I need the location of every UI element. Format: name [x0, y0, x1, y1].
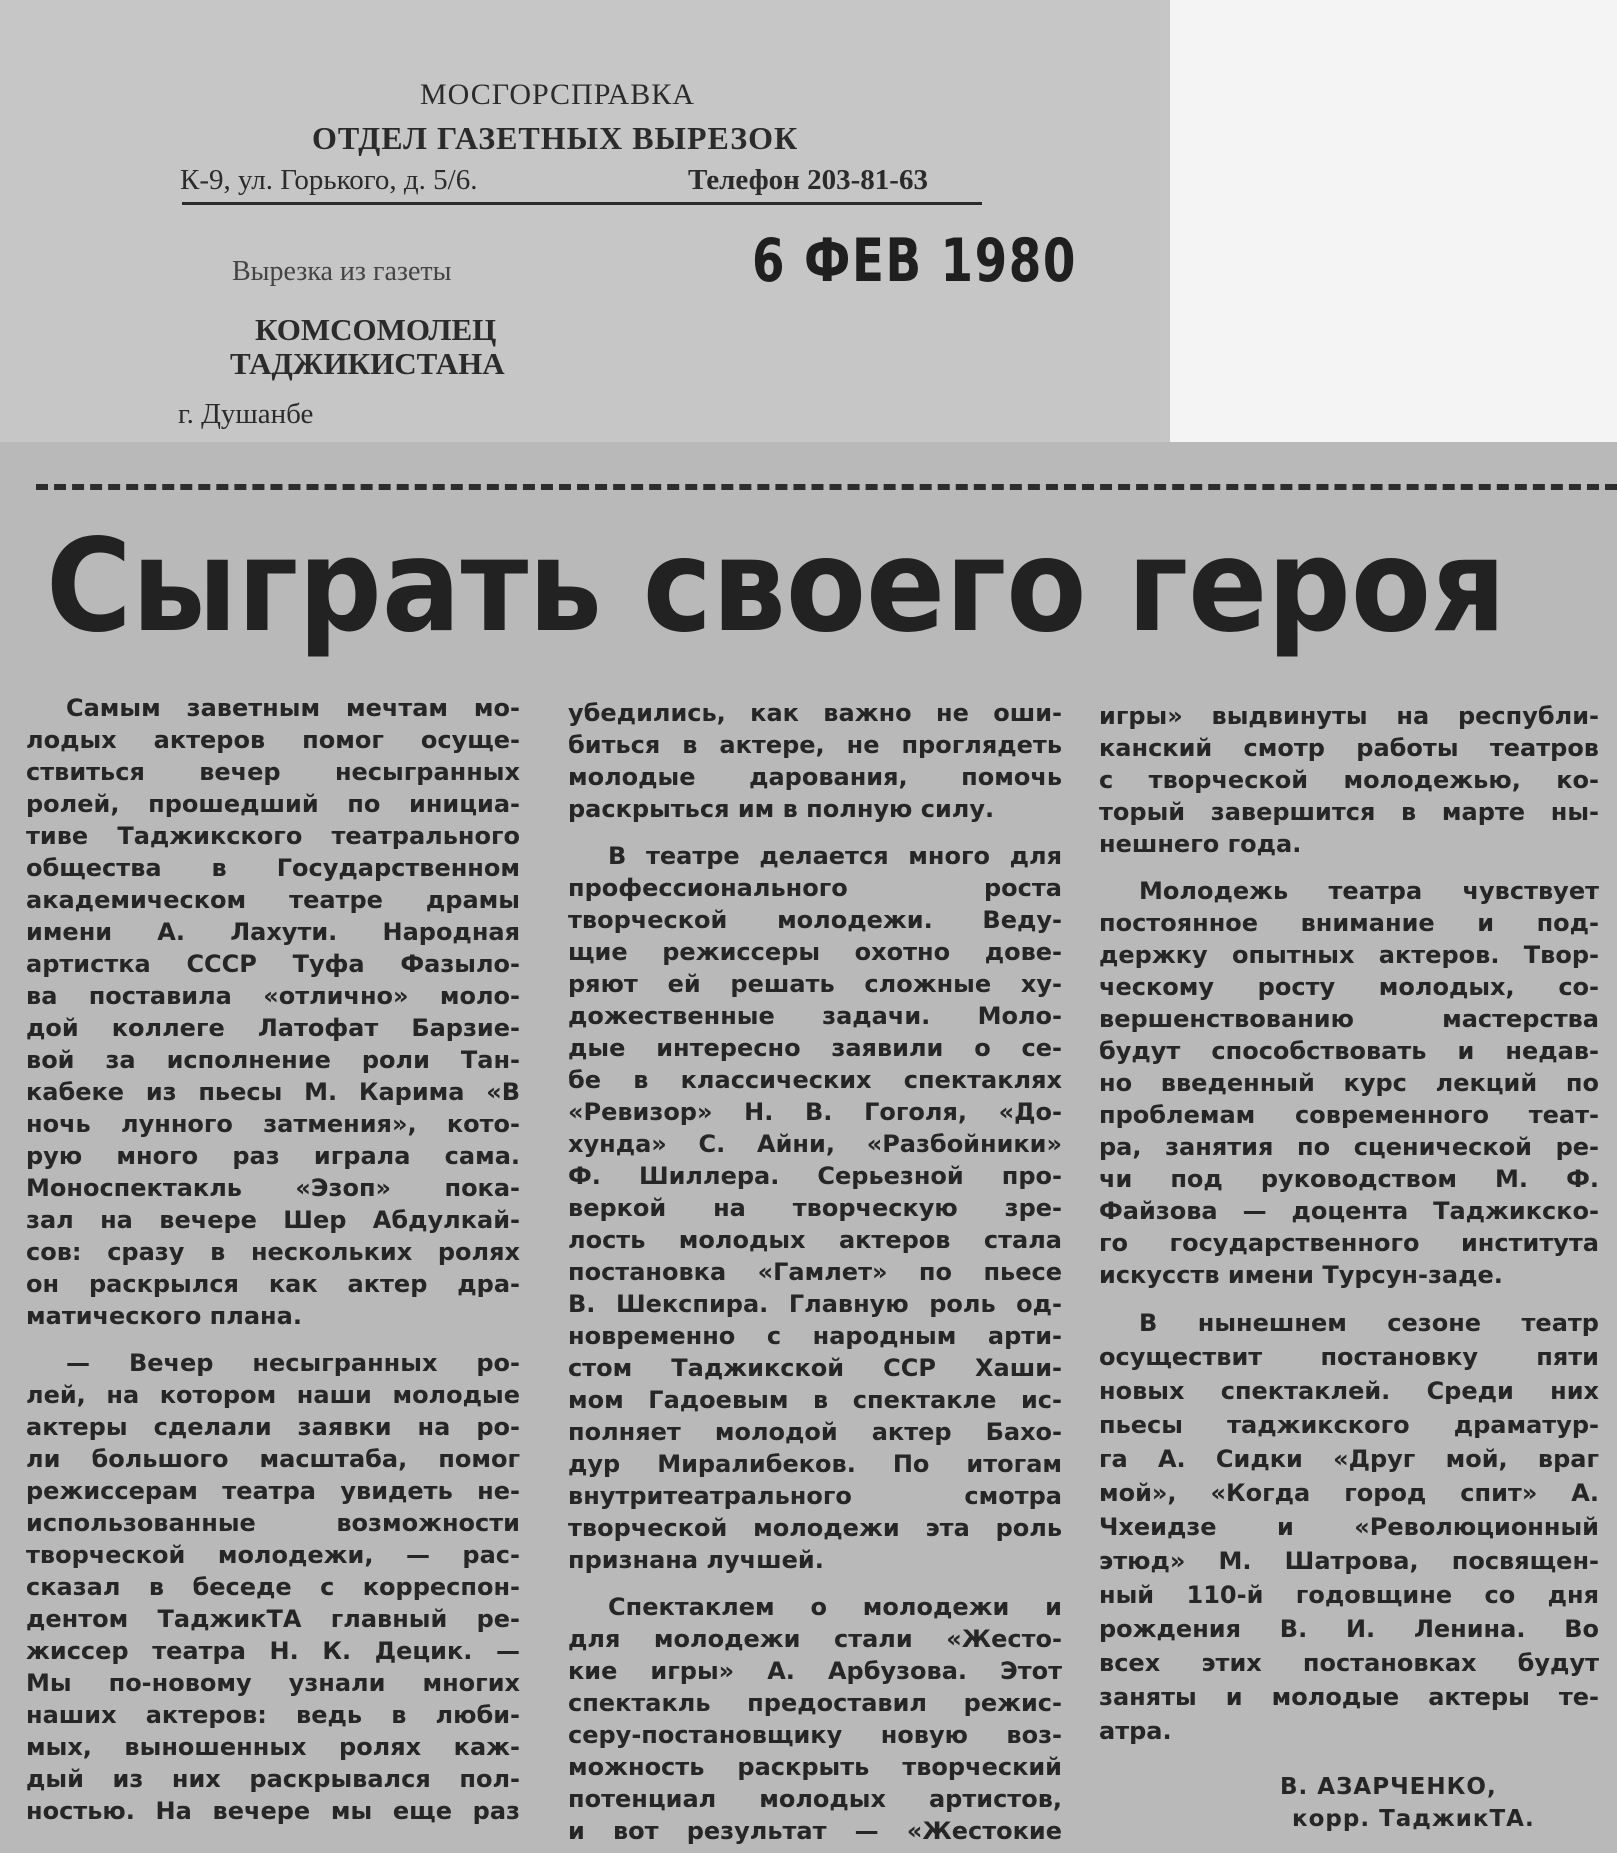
- text-line: творческой молодежи. Веду-: [568, 906, 1062, 934]
- background-area: [1170, 0, 1617, 450]
- city: г. Душанбе: [178, 398, 314, 430]
- text-line: мой», «Когда город спит» А.: [1099, 1479, 1599, 1507]
- text-line: постановка «Гамлет» по пьесе: [568, 1258, 1062, 1286]
- paragraph: [568, 840, 1062, 1576]
- text-line: «Ревизор» Н. В. Гоголя, «До-: [568, 1098, 1062, 1126]
- text-line: В. Шекспира. Главную роль од-: [568, 1290, 1062, 1318]
- text-line: артистка СССР Туфа Фазыло-: [26, 950, 520, 978]
- clipping-service-slip: [0, 0, 1170, 450]
- text-line: академическом театре драмы: [26, 886, 520, 914]
- text-line: осуществит постановку пяти: [1099, 1343, 1599, 1371]
- text-line: сказал в беседе с корреспон-: [26, 1573, 520, 1601]
- agency-name: МОСГОРСПРАВКА: [420, 78, 695, 111]
- text-line: серу-постановщику новую воз-: [568, 1721, 1062, 1749]
- text-line: ный 110-й годовщине со дня: [1099, 1581, 1599, 1609]
- text-line: этюд» М. Шатрова, посвящен-: [1099, 1547, 1599, 1575]
- paragraph: [1099, 1306, 1599, 1748]
- text-line: веркой на творческую зре-: [568, 1194, 1062, 1222]
- text-line: искусств имени Турсун-заде.: [1099, 1261, 1503, 1289]
- text-line: ческому росту молодых, со-: [1099, 973, 1599, 1001]
- text-line: всех этих постановках будут: [1099, 1649, 1599, 1677]
- header-rule: [182, 202, 982, 205]
- text-line: ролей, прошедший по инициа-: [26, 790, 520, 818]
- text-line: раскрыться им в полную силу.: [568, 795, 995, 823]
- text-line: тиве Таджикского театрального: [26, 822, 520, 850]
- paragraph: [568, 697, 1062, 825]
- text-line: га А. Сидки «Друг мой, враг: [1099, 1445, 1599, 1473]
- text-line: держку опытных актеров. Твор-: [1099, 941, 1599, 969]
- text-line: имени А. Лахути. Народная: [26, 918, 520, 946]
- text-line: будут способствовать и недав-: [1099, 1037, 1599, 1065]
- text-line: щие режиссеры охотно дове-: [568, 938, 1062, 966]
- text-line: новых спектаклей. Среди них: [1099, 1377, 1599, 1405]
- text-line: можность раскрыть творческий: [568, 1753, 1062, 1781]
- text-line: хунда» С. Айни, «Разбойники»: [568, 1130, 1062, 1158]
- text-line: молодые дарования, помочь: [568, 763, 1062, 791]
- text-line: дые интересно заявили о се-: [568, 1034, 1062, 1062]
- paragraph: [26, 692, 520, 1332]
- text-line: наших актеров: ведь в люби-: [26, 1701, 520, 1729]
- text-line: мом Гадоевым в спектакле ис-: [568, 1386, 1062, 1414]
- text-line: ночь лунного затмения», кото-: [26, 1110, 520, 1138]
- text-line: пьесы таджикского драматур-: [1099, 1411, 1599, 1439]
- text-line: торый завершится в марте ны-: [1099, 798, 1599, 826]
- text-line: дожественные задачи. Моло-: [568, 1002, 1062, 1030]
- text-line: вершенствованию мастерства: [1099, 1005, 1599, 1033]
- text-line: бе в классических спектаклях: [568, 1066, 1062, 1094]
- text-line: мых, выношенных ролях каж-: [26, 1733, 520, 1761]
- newspaper-name-line2: ТАДЖИКИСТАНА: [230, 346, 505, 381]
- text-line: сов: сразу в нескольких ролях: [26, 1238, 520, 1266]
- text-line: ствиться вечер несыгранных: [26, 758, 520, 786]
- newspaper-name-line1: КОМСОМОЛЕЦ: [255, 312, 497, 347]
- text-line: рождения В. И. Ленина. Во: [1099, 1615, 1599, 1643]
- text-line: чи под руководством М. Ф.: [1099, 1165, 1599, 1193]
- text-line: В нынешнем сезоне театр: [1139, 1309, 1599, 1337]
- text-line: ли большого масштаба, помог: [26, 1445, 520, 1473]
- text-line: творческой молодежи, — рас-: [26, 1541, 520, 1569]
- text-line: творческой молодежи эта роль: [568, 1514, 1062, 1542]
- text-line: стом Таджикской ССР Хаши-: [568, 1354, 1062, 1382]
- text-line: режиссерам театра увидеть не-: [26, 1477, 520, 1505]
- text-line: лей, на котором наши молодые: [26, 1381, 520, 1409]
- text-line: ва поставила «отлично» моло-: [26, 982, 520, 1010]
- text-line: зал на вечере Шер Абдулкай-: [26, 1206, 520, 1234]
- date-stamp: 6 ФЕВ 1980: [752, 226, 1078, 296]
- text-line: ностью. На вечере мы еще раз: [26, 1797, 520, 1825]
- article-column-2: [568, 697, 1062, 1847]
- text-line: ряют ей решать сложные ху-: [568, 970, 1062, 998]
- text-line: лодых актеров помог осуще-: [26, 726, 520, 754]
- paragraph: [568, 1591, 1062, 1847]
- text-line: для молодежи стали «Жесто-: [568, 1625, 1062, 1653]
- text-line: полняет молодой актер Бахо-: [568, 1418, 1062, 1446]
- text-line: Самым заветным мечтам мо-: [66, 694, 520, 722]
- text-line: внутритеатрального смотра: [568, 1482, 1062, 1510]
- text-line: Моноспектакль «Эзоп» пока-: [26, 1174, 520, 1202]
- byline-affiliation: корр. ТаджикТА.: [1292, 1806, 1535, 1832]
- text-line: Мы по-новому узнали многих: [26, 1669, 520, 1697]
- text-line: профессионального роста: [568, 874, 1062, 902]
- text-line: ра, занятия по сценической ре-: [1099, 1133, 1599, 1161]
- text-line: актеры сделали заявки на ро-: [26, 1413, 520, 1441]
- text-line: заняты и молодые актеры те-: [1099, 1683, 1599, 1711]
- text-line: убедились, как важно не оши-: [568, 699, 1062, 727]
- text-line: биться в актере, не проглядеть: [568, 731, 1062, 759]
- text-line: — Вечер несыгранных ро-: [66, 1349, 520, 1377]
- text-line: постоянное внимание и под-: [1099, 909, 1599, 937]
- text-line: новременно с народным арти-: [568, 1322, 1062, 1350]
- text-line: использованные возможности: [26, 1509, 520, 1537]
- text-line: вой за исполнение роли Тан-: [26, 1046, 520, 1074]
- text-line: кие игры» А. Арбузова. Этот: [568, 1657, 1062, 1685]
- text-line: лость молодых актеров стала: [568, 1226, 1062, 1254]
- text-line: нешнего года.: [1099, 830, 1302, 858]
- text-line: игры» выдвинуты на республи-: [1099, 702, 1599, 730]
- text-line: Чхеидзе и «Революционный: [1099, 1513, 1599, 1541]
- text-line: спектакль предоставил режис-: [568, 1689, 1062, 1717]
- text-line: го государственного института: [1099, 1229, 1599, 1257]
- dashed-divider: [36, 484, 1617, 490]
- phone: Телефон 203-81-63: [688, 164, 928, 196]
- text-line: Молодежь театра чувствует: [1139, 877, 1599, 905]
- text-line: дой коллеге Латофат Барзие-: [26, 1014, 520, 1042]
- clipping-label: Вырезка из газеты: [232, 256, 452, 287]
- text-line: общества в Государственном: [26, 854, 520, 882]
- text-line: дур Миралибеков. По итогам: [568, 1450, 1062, 1478]
- text-line: но введенный курс лекций по: [1099, 1069, 1599, 1097]
- paragraph: [26, 1347, 520, 1827]
- byline-author: В. АЗАРЧЕНКО,: [1280, 1774, 1497, 1800]
- text-line: признана лучшей.: [568, 1546, 824, 1574]
- text-line: атра.: [1099, 1717, 1172, 1745]
- article-title-graphic: [40, 510, 1520, 670]
- department-name: ОТДЕЛ ГАЗЕТНЫХ ВЫРЕЗОК: [312, 120, 799, 156]
- text-line: кабеке из пьесы М. Карима «В: [26, 1078, 520, 1106]
- article-title: Сыграть своего героя: [46, 512, 1506, 661]
- article-column-3: [1099, 700, 1599, 1748]
- text-line: В театре делается много для: [608, 842, 1062, 870]
- text-line: потенциал молодых артистов,: [568, 1785, 1062, 1813]
- text-line: канский смотр работы театров: [1099, 734, 1599, 762]
- text-line: с творческой молодежью, ко-: [1099, 766, 1599, 794]
- text-line: Ф. Шиллера. Серьезной про-: [568, 1162, 1062, 1190]
- text-line: дентом ТаджикТА главный ре-: [26, 1605, 520, 1633]
- address: К-9, ул. Горького, д. 5/6.: [180, 164, 478, 196]
- text-line: и вот результат — «Жестокие: [568, 1817, 1062, 1845]
- text-line: он раскрылся как актер дра-: [26, 1270, 520, 1298]
- text-line: матического плана.: [26, 1302, 302, 1330]
- text-line: дый из них раскрывался пол-: [26, 1765, 520, 1793]
- paragraph: [1099, 875, 1599, 1291]
- text-line: проблемам современного теат-: [1099, 1101, 1599, 1129]
- text-line: жиссер театра Н. К. Децик. —: [26, 1637, 520, 1665]
- article-column-1: [26, 692, 520, 1827]
- text-line: Файзова — доцента Таджикско-: [1099, 1197, 1599, 1225]
- text-line: рую много раз играла сама.: [26, 1142, 520, 1170]
- text-line: Спектаклем о молодежи и: [608, 1593, 1062, 1621]
- paragraph: [1099, 700, 1599, 860]
